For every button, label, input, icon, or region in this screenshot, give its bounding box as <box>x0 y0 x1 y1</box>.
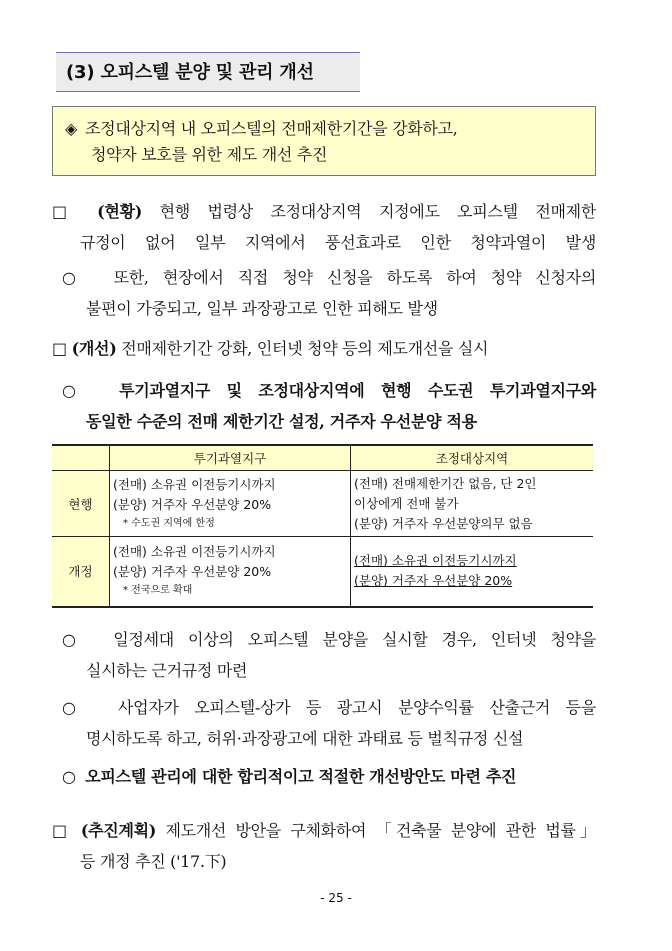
row-label-current: 현행 <box>52 471 110 537</box>
plan-line-1: □ (추진계획) 제도개선 방안을 구체화하여 「건축물 분양에 관한 법률」 <box>52 821 596 840</box>
bullet-item: ○ 사업자가 오피스텔-상가 등 광고시 분양수익률 산출근거 등을 명시하도록 하고, 허위·과장광고에 대한 과태료 등 벌칙규정 신설 <box>62 698 596 748</box>
table-cell: (전매) 소유권 이전등기시까지 (분양) 거주자 우선분양 20% * 전국으로 확대 <box>110 537 351 607</box>
bullet-item: ○ 일정세대 이상의 오피스텔 분양을 실시할 경우, 인터넷 청약을 실시하는 근거규정 마련 <box>62 630 596 680</box>
summary-line-1: ◈ 조정대상지역 내 오피스텔의 전매제한기간을 강화하고, <box>65 119 458 138</box>
square-bullet-icon: □ <box>52 339 67 358</box>
table-cell: (전매) 소유권 이전등기시까지 (분양) 거주자 우선분양 20% * 수도권 지역에 한정 <box>110 471 351 537</box>
table-header-empty <box>52 445 110 471</box>
row-label-revised: 개정 <box>52 537 110 607</box>
square-bullet-icon: □ <box>52 202 80 221</box>
status-line-2: 규정이 없어 일부 지역에서 풍선효과로 인한 청약과열이 발생 <box>80 233 596 252</box>
circle-bullet-icon: ○ <box>62 381 87 400</box>
improve-paragraph <box>52 333 596 364</box>
bullet-item: ○ 오피스텔 관리에 대한 합리적이고 적절한 개선방안도 마련 추진 <box>62 767 517 786</box>
table-header-row <box>52 445 593 471</box>
diamond-bullet-icon: ◈ <box>65 119 78 138</box>
circle-bullet-icon: ○ <box>62 268 86 287</box>
status-line-1: □ (현황) 현행 법령상 조정대상지역 지정에도 오피스텔 전매제한 <box>52 202 596 221</box>
improve-sub-paragraph <box>62 375 596 437</box>
section-title: (3) 오피스텔 분양 및 관리 개선 <box>56 52 360 92</box>
square-bullet-icon: □ <box>52 821 72 840</box>
improve-sub-line-1: ○ 투기과열지구 및 조정대상지역에 현행 수도권 투기과열지구와 <box>62 381 596 400</box>
status-sub-line-1: ○ 또한, 현장에서 직접 청약 신청을 하도록 하여 청약 신청자의 <box>62 268 596 287</box>
summary-box <box>52 106 596 176</box>
status-sub-paragraph <box>62 262 596 324</box>
circle-bullet-icon: ○ <box>62 767 76 786</box>
table-cell: (전매) 전매제한기간 없음, 단 2인 이상에게 전매 불가 (분양) 거주자 우선분양의무 없음 <box>351 471 594 537</box>
table-row <box>52 537 593 607</box>
table-cell: (전매) 소유권 이전등기시까지 (분양) 거주자 우선분양 20% <box>351 537 594 607</box>
improve-sub-line-2: 동일한 수준의 전매 제한기간 설정, 거주자 우선분양 적용 <box>86 412 477 431</box>
table-header-overheated: 투기과열지구 <box>110 445 351 471</box>
plan-line-2: 등 개정 추진 ('17.下) <box>80 852 227 871</box>
table-header-adjusted: 조정대상지역 <box>351 445 594 471</box>
improve-line-1: □ (개선) 전매제한기간 강화, 인터넷 청약 등의 제도개선을 실시 <box>52 339 489 358</box>
summary-line-2: 청약자 보호를 위한 제도 개선 추진 <box>91 145 328 164</box>
circle-bullet-icon: ○ <box>62 698 87 717</box>
table-row <box>52 471 593 537</box>
plan-paragraph <box>52 815 596 877</box>
circle-bullet-icon: ○ <box>62 630 86 649</box>
page-number: - 25 - <box>320 891 352 905</box>
comparison-table <box>52 444 593 608</box>
status-paragraph <box>52 196 596 258</box>
status-sub-line-2: 불편이 가중되고, 일부 과장광고로 인한 피해도 발생 <box>86 299 438 318</box>
